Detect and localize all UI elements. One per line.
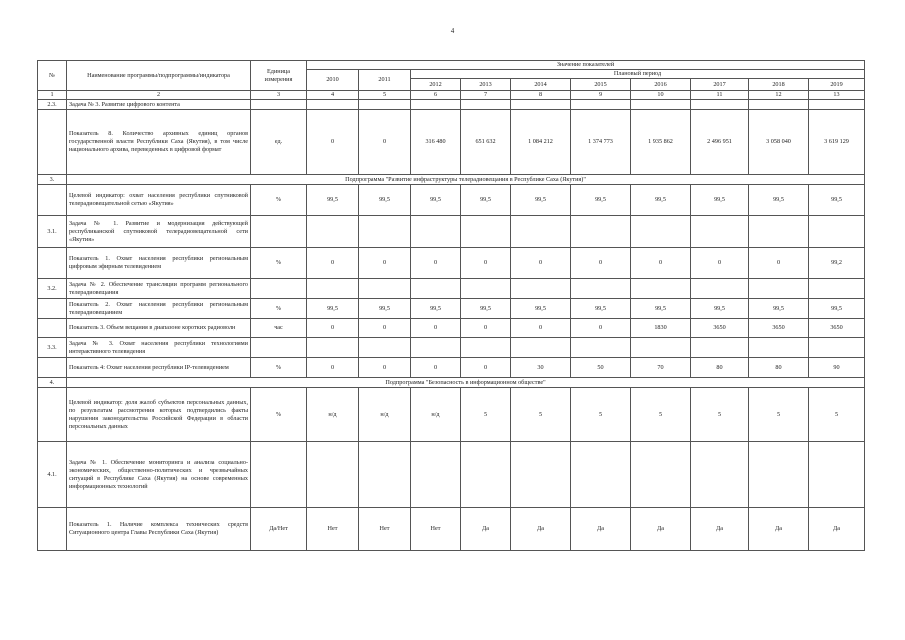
table-row — [38, 100, 865, 110]
value-cell: Да — [749, 508, 809, 551]
table-row — [38, 185, 865, 216]
unit: % — [251, 185, 307, 216]
page-number: 4 — [450, 27, 455, 35]
unit: ед. — [251, 110, 307, 175]
value-cell: 99,5 — [809, 185, 865, 216]
value-cell: Да — [461, 508, 511, 551]
value-cell: 3650 — [809, 319, 865, 338]
table-row — [38, 279, 865, 299]
value-cell: Да — [511, 508, 571, 551]
value-cell: 99,5 — [691, 299, 749, 319]
table-row — [38, 175, 865, 185]
value-cell: 30 — [511, 358, 571, 378]
table-row — [38, 248, 865, 279]
header-year: 2011 — [359, 70, 411, 91]
value-cell: н/д — [411, 388, 461, 442]
value-cell: 90 — [809, 358, 865, 378]
value-cell: 0 — [461, 248, 511, 279]
task-name: Задача № 3. Развитие цифрового контента — [67, 100, 251, 110]
header-year: 2019 — [809, 79, 865, 91]
value-cell: 0 — [461, 358, 511, 378]
task-name: Задача № 2. Обеспечение трансляции программ регионального телерадиовещания — [67, 279, 251, 299]
header-year: 2014 — [511, 79, 571, 91]
table-row — [38, 216, 865, 248]
value-cell: 5 — [691, 388, 749, 442]
value-cell: 99,5 — [749, 299, 809, 319]
value-cell: 99,5 — [359, 299, 411, 319]
row-number: 3.2. — [38, 279, 67, 299]
row-number: 4.1. — [38, 442, 67, 508]
header-plan-title: Плановый период — [411, 70, 865, 79]
indicator-name: Показатель 2. Охват населения республики региональным телерадиовещанием — [67, 299, 251, 319]
unit: час — [251, 319, 307, 338]
indicator-name: Целевой индикатор: доля жалоб субъектов персональных данных, по результатам рассмотрения которых подтвердились факты нарушения законодательства Российской Федерации в области персональных данных — [67, 388, 251, 442]
subprogram-title: Подпрограмма "Безопасность в информационном обществе" — [67, 378, 865, 388]
col-number: 10 — [631, 91, 691, 100]
col-number: 3 — [251, 91, 307, 100]
header-name: Наименование программы/подпрограммы/индикатора — [67, 61, 251, 91]
table-row — [38, 378, 865, 388]
col-number: 5 — [359, 91, 411, 100]
value-cell: 99,5 — [461, 185, 511, 216]
value-cell: 0 — [461, 319, 511, 338]
value-cell: 5 — [461, 388, 511, 442]
indicators-table — [37, 60, 865, 551]
value-cell: н/д — [307, 388, 359, 442]
unit: % — [251, 388, 307, 442]
value-cell: 5 — [631, 388, 691, 442]
value-cell: Да — [631, 508, 691, 551]
value-cell: 80 — [749, 358, 809, 378]
value-cell: 1 374 773 — [571, 110, 631, 175]
value-cell: 3650 — [691, 319, 749, 338]
value-cell: 3 619 129 — [809, 110, 865, 175]
value-cell: 0 — [307, 110, 359, 175]
row-number: 2.3. — [38, 100, 67, 110]
header-year: 2017 — [691, 79, 749, 91]
value-cell: н/д — [359, 388, 411, 442]
value-cell: 99,5 — [571, 185, 631, 216]
value-cell: 99,5 — [307, 185, 359, 216]
table-row — [38, 358, 865, 378]
value-cell: 0 — [359, 248, 411, 279]
task-name: Задача № 1. Обеспечение мониторинга и анализа социально-экономических, общественно-политических и чрезвычайных ситуаций в Республике Саха (Якутия) на основе современных информационных технологий — [67, 442, 251, 508]
col-number: 7 — [461, 91, 511, 100]
value-cell: 0 — [359, 110, 411, 175]
header-year: 2010 — [307, 70, 359, 91]
value-cell: 1830 — [631, 319, 691, 338]
indicator-name: Показатель 3. Объем вещания в диапазоне коротких радиоволн — [67, 319, 251, 338]
value-cell: 5 — [511, 388, 571, 442]
header-values-title: Значение показателей — [307, 61, 865, 70]
value-cell: 99,5 — [461, 299, 511, 319]
table-row — [38, 319, 865, 338]
value-cell: 0 — [307, 358, 359, 378]
value-cell: 3 058 040 — [749, 110, 809, 175]
col-number: 13 — [809, 91, 865, 100]
value-cell: 2 496 951 — [691, 110, 749, 175]
value-cell: 0 — [307, 319, 359, 338]
value-cell: 0 — [749, 248, 809, 279]
value-cell: 0 — [691, 248, 749, 279]
value-cell: Да — [571, 508, 631, 551]
row-number: 4. — [38, 378, 67, 388]
value-cell: 99,5 — [359, 185, 411, 216]
unit: Да/Нет — [251, 508, 307, 551]
value-cell: Нет — [411, 508, 461, 551]
table-row — [38, 110, 865, 175]
value-cell: 0 — [511, 319, 571, 338]
task-name: Задача № 1. Развитие и модернизация действующей республиканской спутниковой телерадиовещательной сети «Якутия» — [67, 216, 251, 248]
value-cell: 70 — [631, 358, 691, 378]
table-row — [38, 338, 865, 358]
col-number: 2 — [67, 91, 251, 100]
value-cell: 1 084 212 — [511, 110, 571, 175]
value-cell: 3650 — [749, 319, 809, 338]
value-cell: 1 935 862 — [631, 110, 691, 175]
indicator-name: Показатель 1. Наличие комплекса технических средств Ситуационного центра Главы Республики Саха (Якутия) — [67, 508, 251, 551]
value-cell: 0 — [411, 319, 461, 338]
value-cell: 0 — [411, 358, 461, 378]
value-cell: 80 — [691, 358, 749, 378]
value-cell: 0 — [511, 248, 571, 279]
value-cell: 0 — [359, 358, 411, 378]
row-number: 3. — [38, 175, 67, 185]
unit: % — [251, 248, 307, 279]
table-row — [38, 299, 865, 319]
subprogram-title: Подпрограмма "Развитие инфраструктуры телерадиовещания в Республике Саха (Якутия)" — [67, 175, 865, 185]
header-year: 2018 — [749, 79, 809, 91]
value-cell: 5 — [809, 388, 865, 442]
value-cell: 99,5 — [631, 299, 691, 319]
unit: % — [251, 299, 307, 319]
table-row — [38, 508, 865, 551]
value-cell: Нет — [307, 508, 359, 551]
col-number: 6 — [411, 91, 461, 100]
table-row — [38, 388, 865, 442]
value-cell: 99,5 — [511, 185, 571, 216]
header-year: 2016 — [631, 79, 691, 91]
value-cell: 0 — [307, 248, 359, 279]
header-year: 2013 — [461, 79, 511, 91]
row-number: 3.1. — [38, 216, 67, 248]
value-cell: Да — [809, 508, 865, 551]
value-cell: 99,5 — [411, 185, 461, 216]
row-number: 3.3. — [38, 338, 67, 358]
value-cell: 99,5 — [511, 299, 571, 319]
indicator-name: Показатель 1. Охват населения республики региональным цифровым эфирным телевидением — [67, 248, 251, 279]
value-cell: 651 632 — [461, 110, 511, 175]
value-cell: 99,5 — [691, 185, 749, 216]
value-cell: Нет — [359, 508, 411, 551]
value-cell: 99,2 — [809, 248, 865, 279]
header-unit: Единица измерения — [251, 61, 307, 91]
value-cell: 99,5 — [749, 185, 809, 216]
table-row — [38, 442, 865, 508]
value-cell: Да — [691, 508, 749, 551]
value-cell: 99,5 — [631, 185, 691, 216]
header-year: 2015 — [571, 79, 631, 91]
col-number: 8 — [511, 91, 571, 100]
value-cell: 99,5 — [809, 299, 865, 319]
col-number: 12 — [749, 91, 809, 100]
value-cell: 0 — [359, 319, 411, 338]
task-name: Задача № 3. Охват населения республики технологиями интерактивного телевидения — [67, 338, 251, 358]
value-cell: 0 — [571, 319, 631, 338]
col-number: 11 — [691, 91, 749, 100]
value-cell: 0 — [411, 248, 461, 279]
value-cell: 99,5 — [571, 299, 631, 319]
col-number: 1 — [38, 91, 67, 100]
indicator-name: Целевой индикатор: охват населения республики спутниковой телерадиовещательной сетью «Якутия» — [67, 185, 251, 216]
value-cell: 5 — [749, 388, 809, 442]
indicator-name: Показатель 4: Охват населения республики IP-телевидением — [67, 358, 251, 378]
unit: % — [251, 358, 307, 378]
value-cell: 50 — [571, 358, 631, 378]
value-cell: 316 480 — [411, 110, 461, 175]
value-cell: 99,5 — [411, 299, 461, 319]
value-cell: 0 — [631, 248, 691, 279]
value-cell: 99,5 — [307, 299, 359, 319]
header-year: 2012 — [411, 79, 461, 91]
header-num: № — [38, 61, 67, 91]
value-cell: 5 — [571, 388, 631, 442]
col-number: 9 — [571, 91, 631, 100]
col-number: 4 — [307, 91, 359, 100]
value-cell: 0 — [571, 248, 631, 279]
indicator-name: Показатель 8. Количество архивных единиц органов государственной власти Республики Саха (Якутия), в том числе национального архива, переведенных в цифровой формат — [67, 110, 251, 175]
